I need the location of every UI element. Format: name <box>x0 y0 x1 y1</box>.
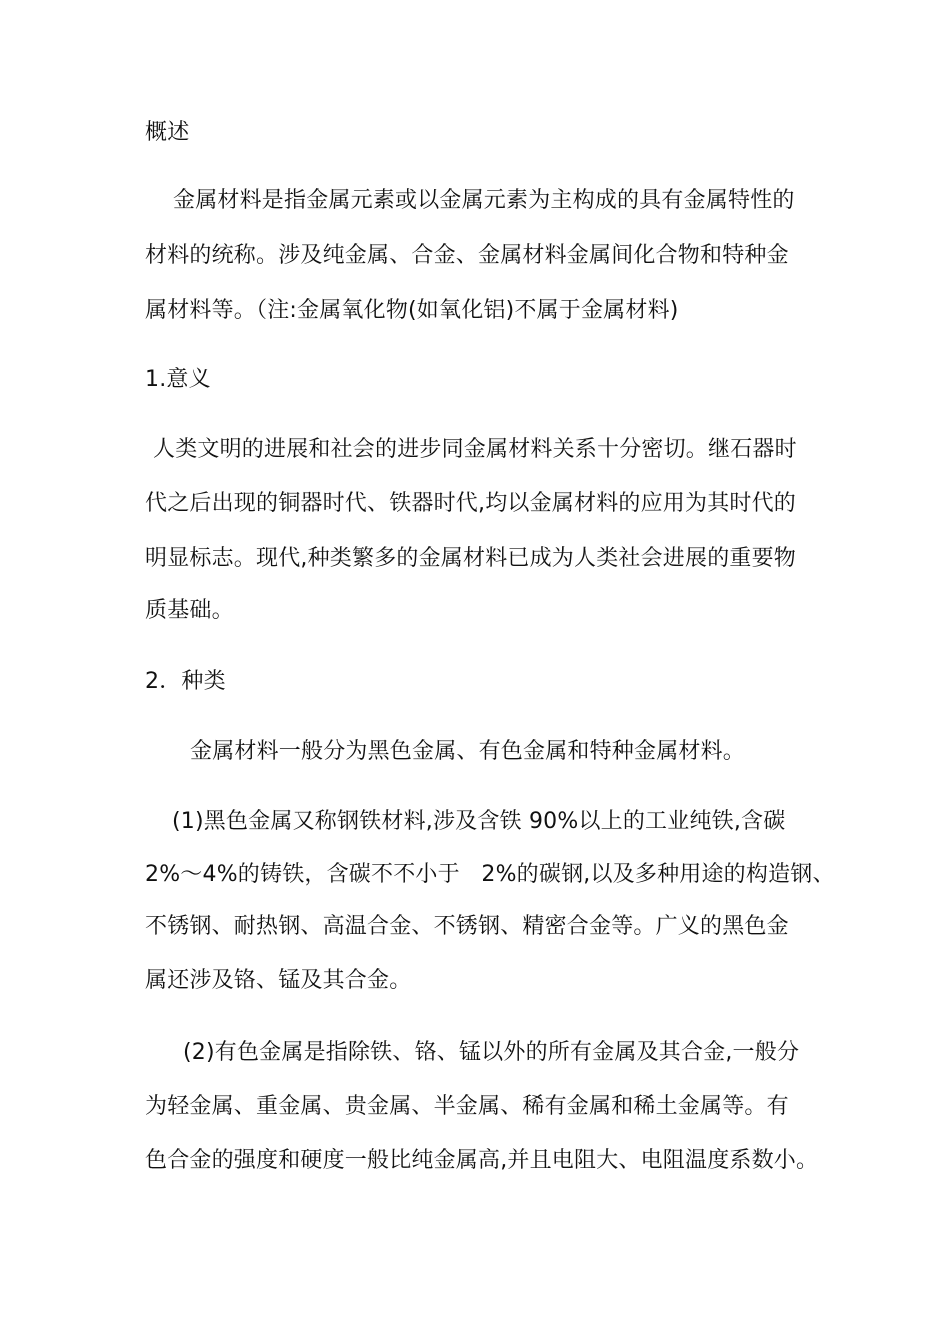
ferrous-line-2: 2%～4%的铸铁，含碳不不小于 2%的碳钢,以及多种用途的构造钢、 <box>145 862 835 887</box>
nonferrous-line-1: (2)有色金属是指除铁、铬、锰以外的所有金属及其合金,一般分 <box>183 1040 800 1065</box>
meaning-line-1: 人类文明的进展和社会的进步同金属材料关系十分密切。继石器时 <box>153 437 797 462</box>
ferrous-line-3: 不锈钢、耐热钢、高温合金、不锈钢、精密合金等。广义的黑色金 <box>145 914 789 939</box>
meaning-line-2: 代之后出现的铜器时代、铁器时代,均以金属材料的应用为其时代的 <box>145 491 796 516</box>
types-intro: 金属材料一般分为黑色金属、有色金属和特种金属材料。 <box>190 739 746 764</box>
intro-line-3: 属材料等。（注:金属氧化物(如氧化铝)不属于金属材料) <box>145 298 679 323</box>
nonferrous-line-2: 为轻金属、重金属、贵金属、半金属、稀有金属和稀土金属等。有 <box>145 1094 789 1119</box>
ferrous-line-4: 属还涉及铬、锰及其合金。 <box>145 968 412 993</box>
heading-meaning: 1.意义 <box>145 367 211 392</box>
heading-types: 2．种类 <box>145 669 226 694</box>
ferrous-line-1: (1)黑色金属又称钢铁材料,涉及含铁 90%以上的工业纯铁,含碳 <box>172 809 786 834</box>
meaning-line-3: 明显标志。现代,种类繁多的金属材料已成为人类社会进展的重要物 <box>145 546 796 571</box>
meaning-line-4: 质基础。 <box>145 598 234 623</box>
intro-line-1: 金属材料是指金属元素或以金属元素为主构成的具有金属特性的 <box>173 188 795 213</box>
nonferrous-line-3: 色合金的强度和硬度一般比纯金属高,并且电阻大、电阻温度系数小。 <box>145 1148 819 1173</box>
heading-overview: 概述 <box>145 120 190 145</box>
intro-line-2: 材料的统称。涉及纯金属、合金、金属材料金属间化合物和特种金 <box>145 243 789 268</box>
